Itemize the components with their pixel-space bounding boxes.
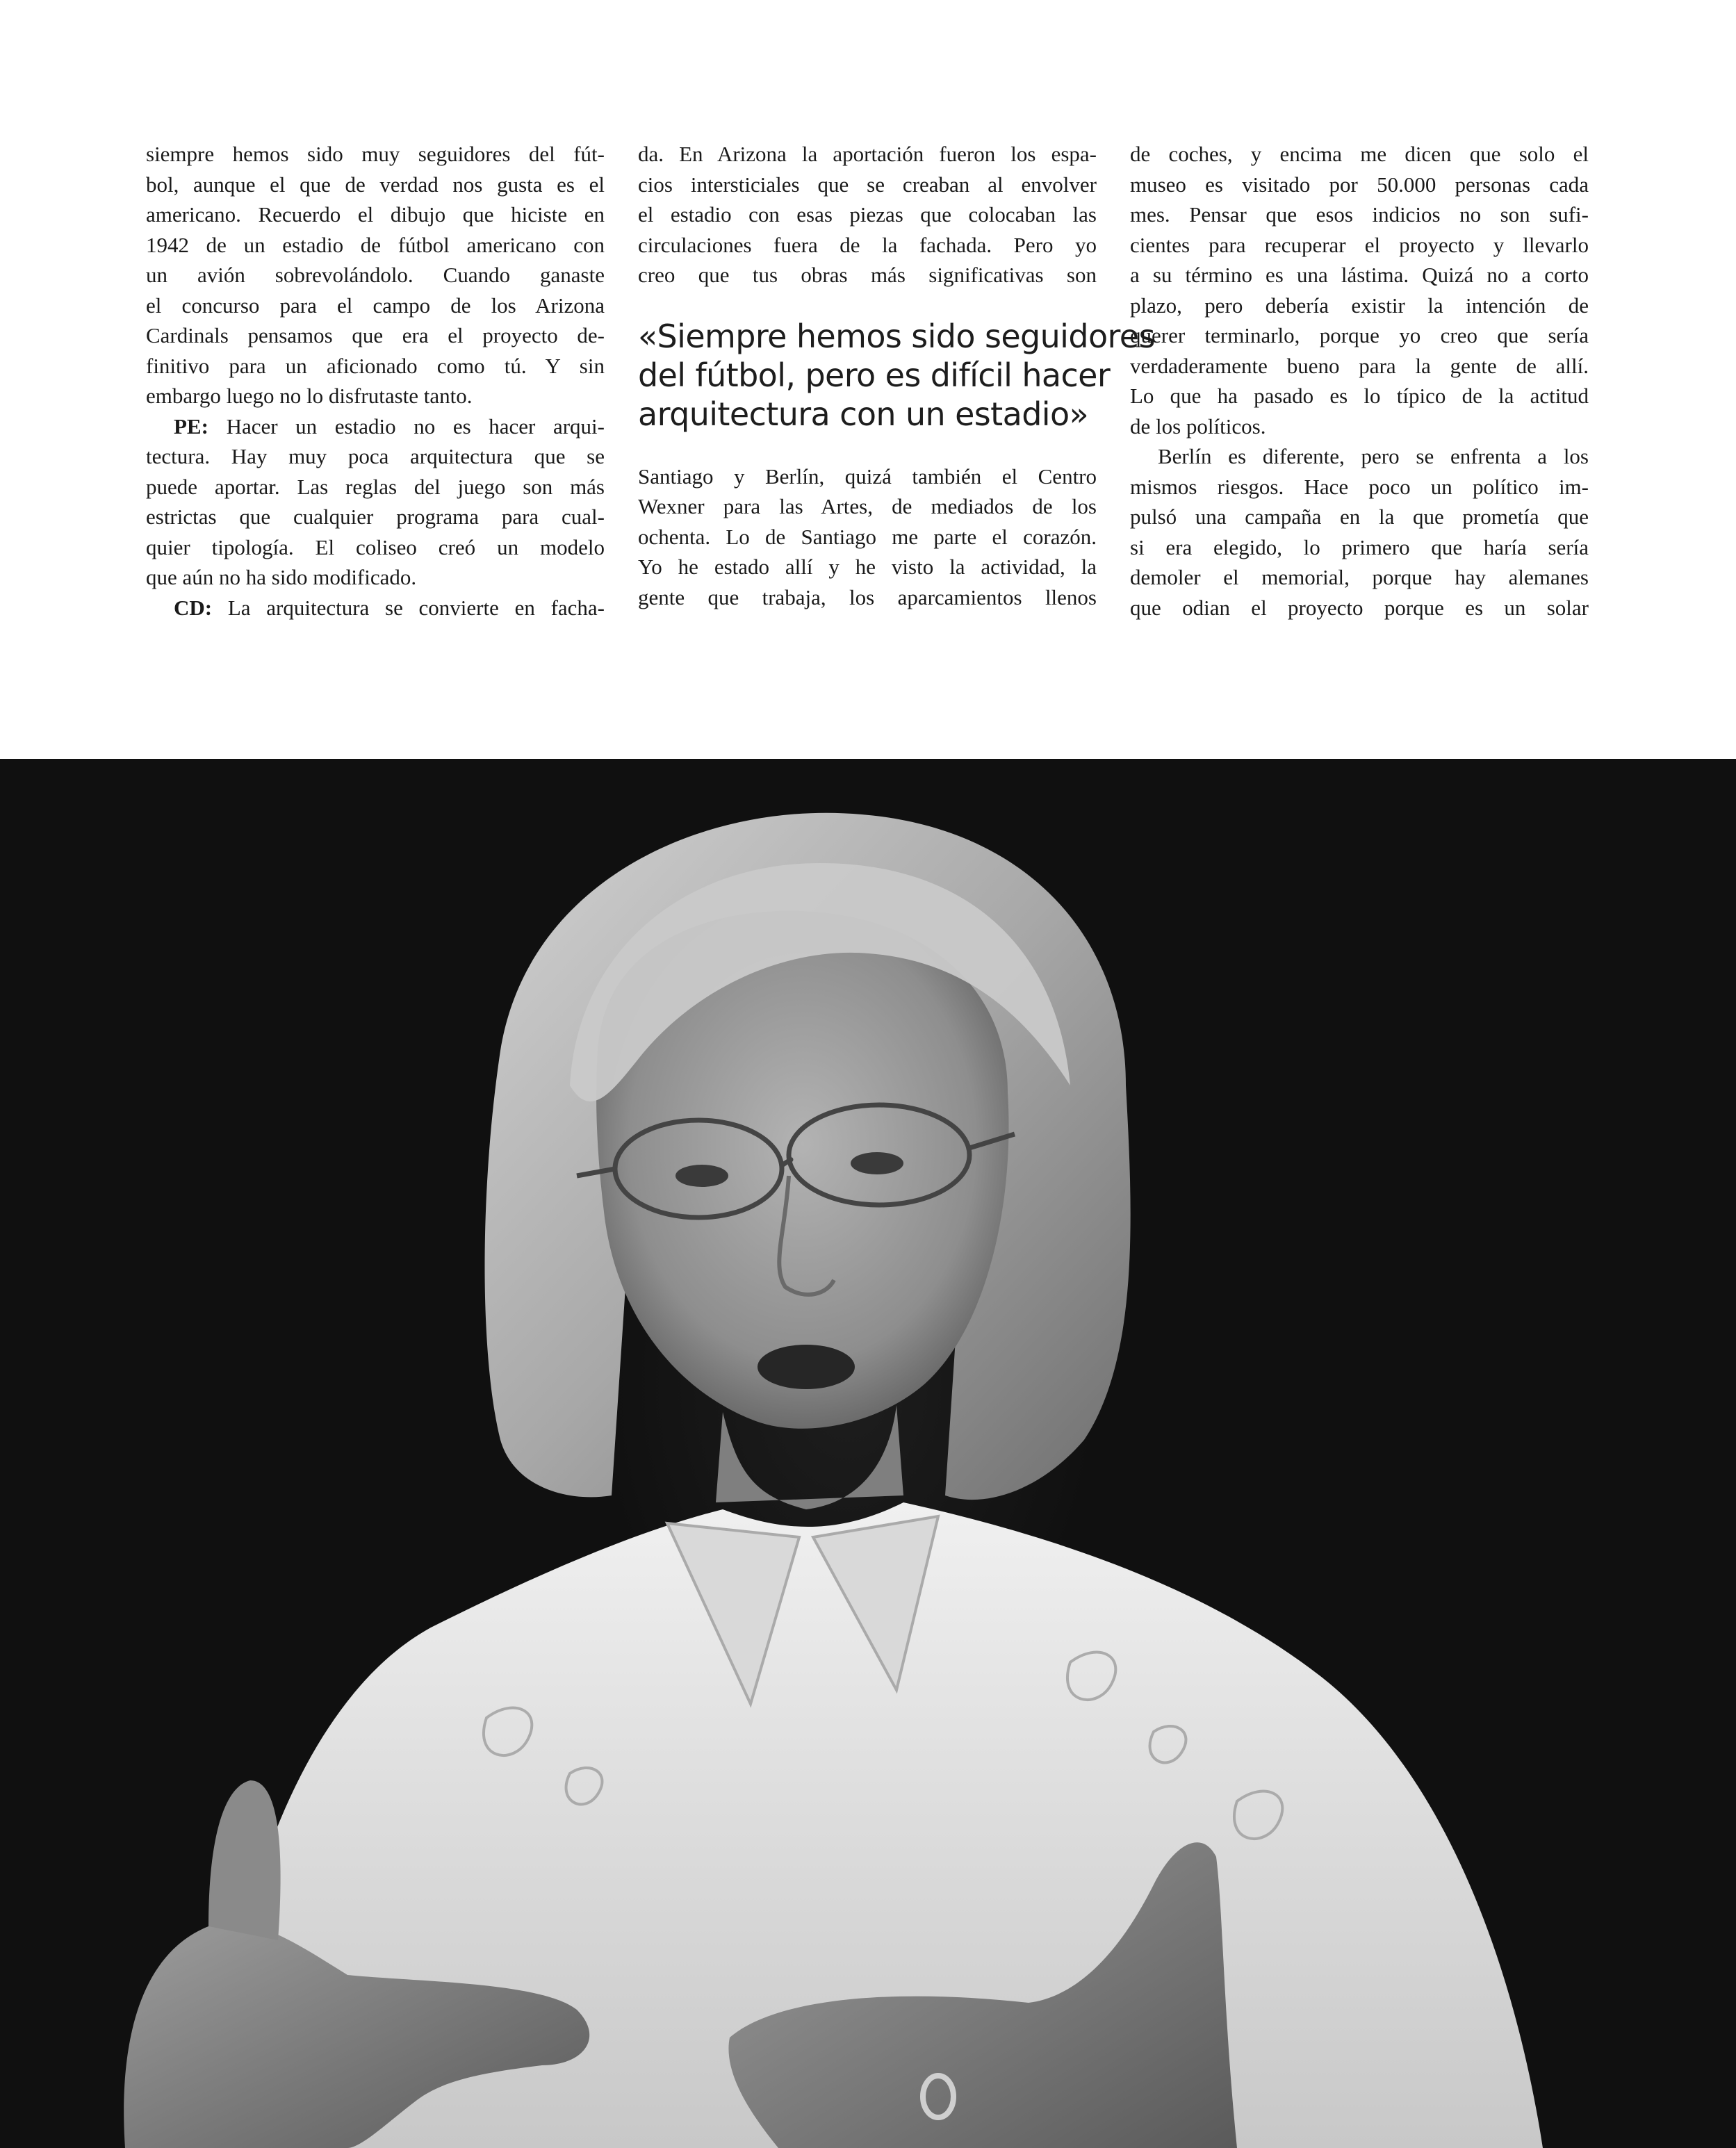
- text-column-1: [146, 139, 605, 623]
- portrait-illustration: [0, 759, 1736, 2148]
- text-line: mes. Pensar que esos indicios no son sufi-: [1130, 202, 1589, 227]
- pull-quote-line: del fútbol, pero es difícil hacer: [638, 356, 1111, 394]
- speaker-line-cd: [146, 593, 605, 623]
- text-line: gente que trabaja, los aparcamientos llenos: [638, 584, 1097, 609]
- text-line: de los políticos.: [1130, 413, 1266, 438]
- text-line: demoler el memorial, porque hay alemanes: [1130, 565, 1589, 589]
- text-line: americano. Recuerdo el dibujo que hiciste en: [146, 202, 605, 227]
- text-line: Santiago y Berlín, quizá también el Centro: [638, 464, 1097, 489]
- text-line: Cardinals pensamos que era el proyecto de-: [146, 323, 605, 347]
- text-line: Wexner para las Artes, de mediados de los: [638, 494, 1097, 518]
- text-line: a su término es una lástima. Quizá no a corto: [1130, 263, 1589, 287]
- hand-left-thumb: [208, 1780, 281, 1940]
- text-line: museo es visitado por 50.000 personas cada: [1130, 172, 1589, 197]
- text-line: ochenta. Lo de Santiago me parte el corazón.: [638, 524, 1097, 549]
- article-text-block: [0, 0, 1736, 757]
- text-line: pulsó una campaña en la que prometía que: [1130, 505, 1589, 529]
- text-line: el estadio con esas piezas que colocaban las: [638, 202, 1097, 227]
- text-line: siempre hemos sido muy seguidores del fút-: [146, 142, 605, 166]
- text-line: Yo he estado allí y he visto la actividad, la: [638, 555, 1097, 579]
- pull-quote: [638, 317, 1155, 434]
- text-line: bol, aunque el que de verdad nos gusta es el: [146, 172, 605, 197]
- eye-right: [851, 1152, 903, 1174]
- portrait-photo: [0, 759, 1736, 2148]
- text-line: quier tipología. El coliseo creó un modelo: [146, 534, 605, 559]
- text-line: un avión sobrevolándolo. Cuando ganaste: [146, 263, 605, 287]
- pull-quote-line: «Siempre hemos sido seguidores: [638, 317, 1155, 355]
- text-line: Berlín es diferente, pero se enfrenta a los: [1158, 444, 1589, 468]
- speaker-line-pe: [146, 411, 605, 442]
- text-line: mismos riesgos. Hace poco un político im-: [1130, 474, 1589, 499]
- text-line: verdaderamente bueno para la gente de allí.: [1130, 353, 1589, 378]
- eye-left: [675, 1165, 728, 1187]
- pull-quote-line: arquitectura con un estadio»: [638, 395, 1089, 433]
- text-line: circulaciones fuera de la fachada. Pero yo: [638, 232, 1097, 257]
- text-line: da. En Arizona la aportación fueron los espa-: [638, 142, 1097, 166]
- text-line: finitivo para un aficionado como tú. Y sin: [146, 353, 605, 378]
- text-line: que odian el proyecto porque es un solar: [1130, 595, 1589, 620]
- text-line: estrictas que cualquier programa para cual-: [146, 505, 605, 529]
- text-line: plazo, pero debería existir la intención de: [1130, 293, 1589, 318]
- text-line: tectura. Hay muy poca arquitectura que se: [146, 444, 605, 468]
- text-line: cios intersticiales que se creaban al envolver: [638, 172, 1097, 197]
- text-line: querer terminarlo, porque yo creo que sería: [1130, 323, 1589, 347]
- text-line: 1942 de un estadio de fútbol americano con: [146, 232, 605, 257]
- text-column-3: [1130, 139, 1589, 623]
- speaker-label-pe: PE:: [174, 413, 208, 438]
- text-line: que aún no ha sido modificado.: [146, 565, 417, 589]
- speaker-text: Hacer un estadio no es hacer arqui-: [226, 413, 605, 438]
- text-line: cientes para recuperar el proyecto y llevarlo: [1130, 232, 1589, 257]
- text-line: el concurso para el campo de los Arizona: [146, 293, 605, 318]
- text-line: si era elegido, lo primero que haría sería: [1130, 534, 1589, 559]
- text-line: de coches, y encima me dicen que solo el: [1130, 142, 1589, 166]
- mouth: [758, 1345, 855, 1389]
- text-column-2: [638, 139, 1155, 612]
- speaker-label-cd: CD:: [174, 595, 213, 620]
- text-line: creo que tus obras más significativas son: [638, 263, 1097, 287]
- text-line: Lo que ha pasado es lo típico de la actitud: [1130, 384, 1589, 408]
- text-line: puede aportar. Las reglas del juego son más: [146, 474, 605, 499]
- text-line: embargo luego no lo disfrutaste tanto.: [146, 384, 473, 408]
- speaker-text: La arquitectura se convierte en facha-: [227, 595, 605, 620]
